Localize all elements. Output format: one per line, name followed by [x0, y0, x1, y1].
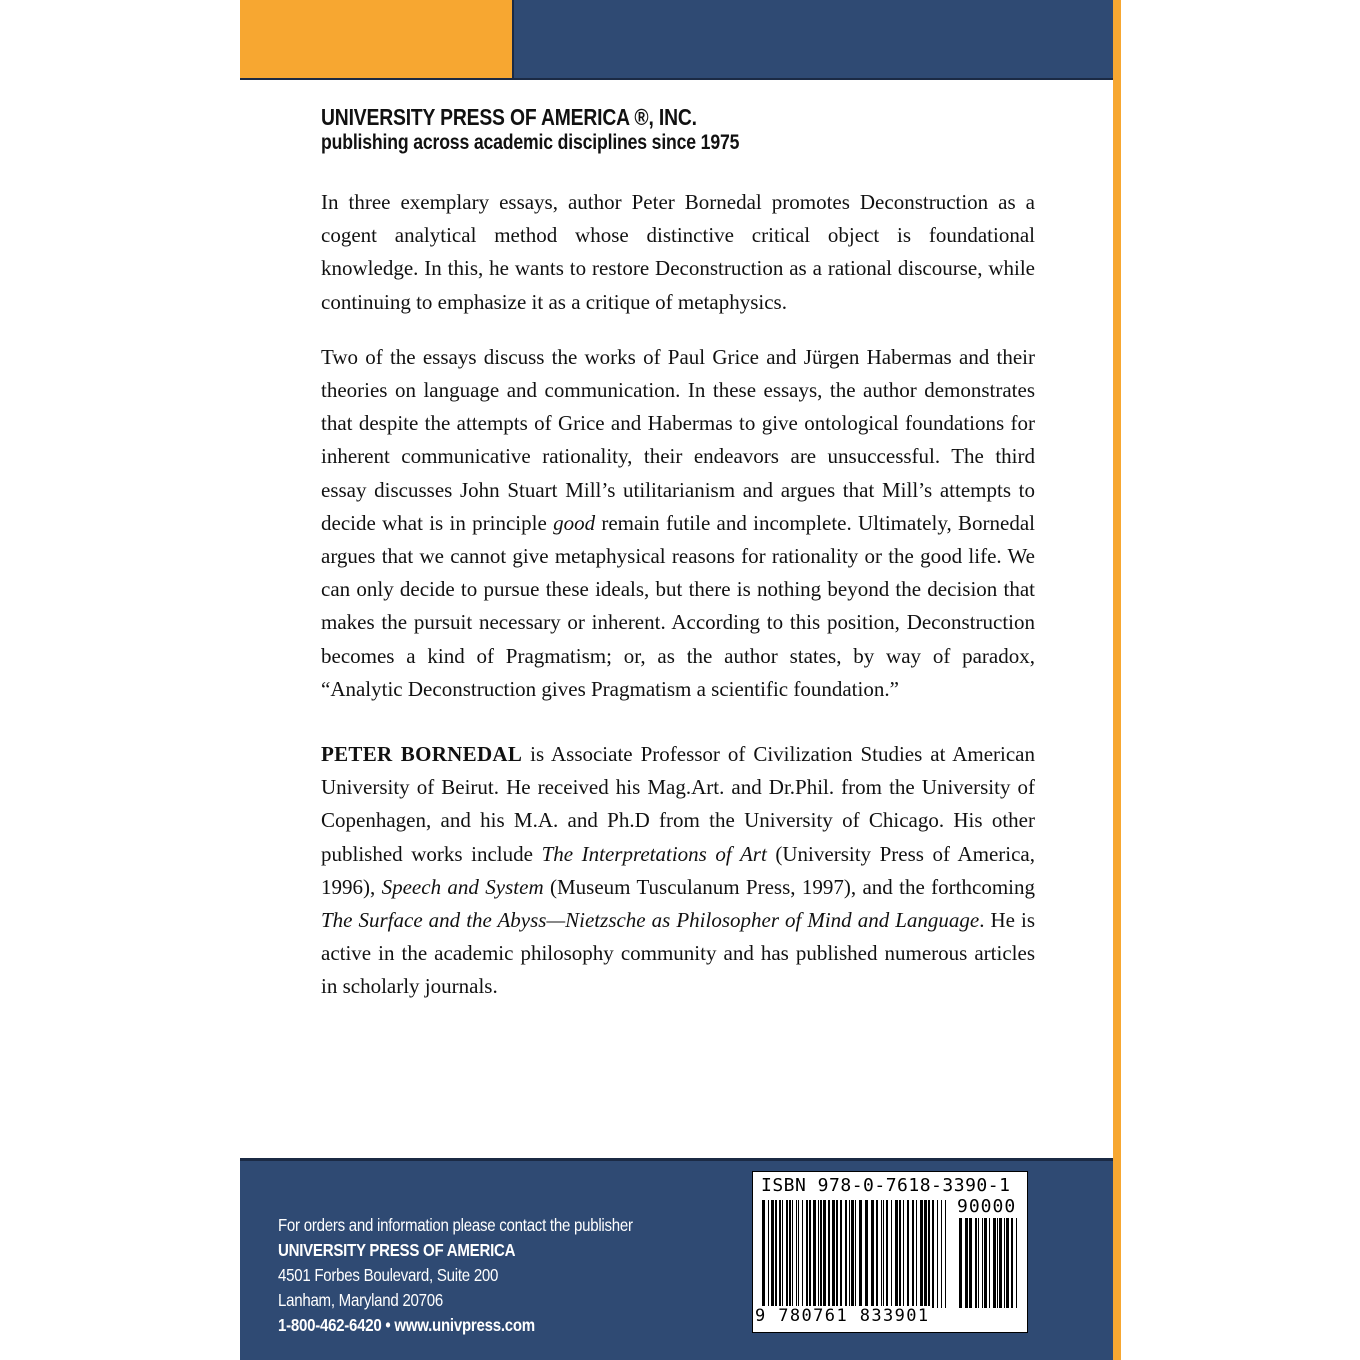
barcode-bar [899, 1200, 901, 1308]
contact-address-line-2: Lanham, Maryland 20706 [278, 1290, 444, 1310]
author-name: PETER BORNEDAL [321, 742, 523, 767]
barcode-bar [924, 1200, 927, 1308]
addon-barcode-bars [958, 1218, 1020, 1308]
publisher-name: UNIVERSITY PRESS OF AMERICA ®, INC. [321, 104, 697, 130]
barcode-bar [855, 1200, 856, 1308]
barcode-bar [928, 1200, 930, 1308]
contact-address-line-1: 4501 Forbes Boulevard, Suite 200 [278, 1265, 499, 1285]
barcode-bar [820, 1200, 822, 1308]
work-title-1: The Interpretations of Art [541, 841, 767, 866]
barcode-bar [789, 1200, 791, 1308]
barcode-bar [823, 1200, 826, 1308]
barcode-bar [912, 1200, 914, 1308]
barcode-bar [1016, 1218, 1017, 1308]
blurb-paragraph-2: Two of the essays discuss the works of Paul Grice and Jürgen Habermas and their theories on language and communication. In these essays, the author demonstrates that despite the attempts of Grice and Habermas to give ontological foundations for inherent communicative rationality, their endeavors are unsuccessful. The third essay discusses John Stuart Mill’s utilitarianism and argues that Mill’s attempts to decide what is in principle good remain futile and incomplete. Ultimately, Bornedal argues that we cannot give metaphysical reasons for rationality or the good life. We can only decide to pursue these ideals, but there is nothing beyond the decision that makes the pursuit necessary or inherent. According to this position, Deconstruction becomes a kind of Pragmatism; or, as the author states, by way of paradox, “Analytic Deconstruction gives Pragmatism a scientific foundation.” [321, 344, 1035, 701]
barcode-bar [920, 1200, 923, 1308]
top-orange-block [240, 0, 512, 78]
barcode-bar [916, 1200, 917, 1308]
barcode-bar [969, 1218, 972, 1308]
barcode-bar [865, 1200, 868, 1308]
contact-intro: For orders and information please contact the publisher [278, 1215, 633, 1235]
barcode-bar [806, 1200, 808, 1308]
barcode-bar [849, 1200, 850, 1308]
barcode-bar [989, 1218, 990, 1308]
publisher-tagline: publishing across academic disciplines since 1975 [321, 131, 740, 154]
barcode-bar [792, 1200, 793, 1308]
barcode-bar [984, 1218, 987, 1308]
top-rule [240, 78, 1115, 80]
barcode-bar [993, 1218, 996, 1308]
barcode-bar [851, 1200, 854, 1308]
barcode-bar [779, 1200, 781, 1308]
barcode-bar [932, 1200, 934, 1308]
back-cover [240, 0, 1115, 1360]
barcode-bar [982, 1218, 983, 1308]
barcode-bar [796, 1200, 797, 1308]
barcode-bar [840, 1200, 842, 1308]
barcode-bar [886, 1200, 888, 1308]
barcode-bar [782, 1200, 783, 1308]
blurb-paragraph-1: In three exemplary essays, author Peter Bornedal promotes Deconstruction as a cogent analytical method whose distinctive critical object is foundational knowledge. In this, he wants to restore Deconstruction as a rational discourse, while continuing to emphasize it as a critique of metaphysics. [321, 190, 1035, 314]
blurb [321, 186, 1035, 1026]
isbn-barcode [752, 1171, 1028, 1333]
barcode-bar [907, 1200, 909, 1308]
barcode-bar [1011, 1218, 1013, 1308]
barcode-bar [891, 1200, 892, 1308]
barcode-bar [786, 1200, 788, 1308]
ean-digits: 9 780761 833901 [755, 1306, 930, 1326]
barcode-bar [828, 1200, 830, 1308]
barcode-bar [903, 1200, 904, 1308]
barcode-bar [845, 1200, 847, 1308]
barcode-bar [945, 1200, 946, 1308]
barcode-bar [818, 1200, 819, 1308]
barcode-bar [809, 1200, 811, 1308]
barcode-bar [941, 1200, 942, 1308]
barcode-bar [832, 1200, 835, 1308]
barcode-bar [881, 1200, 882, 1308]
barcode-bar [771, 1200, 774, 1308]
barcode-bar [775, 1200, 777, 1308]
work-title-3: The Surface and the Abyss—Nietzsche as Philosopher of Mind and Language [321, 908, 980, 933]
barcode-bar [798, 1200, 799, 1308]
barcode-bar [836, 1200, 838, 1308]
barcode-bar [762, 1200, 765, 1308]
barcode-bar [1006, 1218, 1009, 1308]
barcode-bar [802, 1200, 803, 1308]
barcode-bar [959, 1218, 962, 1308]
barcode-bar [895, 1200, 898, 1308]
barcode-bar [999, 1218, 1002, 1308]
isbn-label: ISBN 978-0-7618-3390-1 [761, 1175, 1011, 1196]
barcode-bar [768, 1200, 769, 1308]
publisher-contact [278, 1213, 633, 1338]
barcode-bar [997, 1218, 998, 1308]
contact-phone-web: 1-800-462-6420 • www.univpress.com [278, 1315, 535, 1335]
barcode-bar [975, 1218, 977, 1308]
author-bio: PETER BORNEDAL is Associate Professor of Civilization Studies at American University of Beirut. He received his Mag.Art. and Dr.Phil. from the University of Copenhagen, and his M.A. and Ph.D from the University of Chicago. His other published works include The Interpretations of Art (University Press of America, 1996), Speech and System (Museum Tusculanum Press, 1997), and the forthcoming The Surface and the Abyss—Nietzsche as Philosopher of Mind and Language. He is active in the academic philosophy community and has published numerous articles in scholarly journals. [321, 742, 1036, 999]
publisher-header [321, 104, 739, 156]
bottom-band [240, 1158, 1115, 1360]
price-code: 90000 [957, 1196, 1017, 1217]
barcode-bar [883, 1200, 884, 1308]
barcode-bar [859, 1200, 862, 1308]
barcode-bar [1004, 1218, 1005, 1308]
barcode-bar [965, 1218, 968, 1308]
barcode-bar [813, 1200, 816, 1308]
barcode-bar [876, 1200, 878, 1308]
work-title-2: Speech and System [381, 874, 544, 899]
right-edge-stripe [1113, 0, 1121, 1360]
contact-publisher-name: UNIVERSITY PRESS OF AMERICA [278, 1240, 516, 1260]
barcode-bar [978, 1218, 979, 1308]
ean-barcode-bars [761, 1200, 951, 1308]
barcode-bar [871, 1200, 874, 1308]
barcode-bar [937, 1200, 938, 1308]
top-navy-block [514, 0, 1115, 78]
